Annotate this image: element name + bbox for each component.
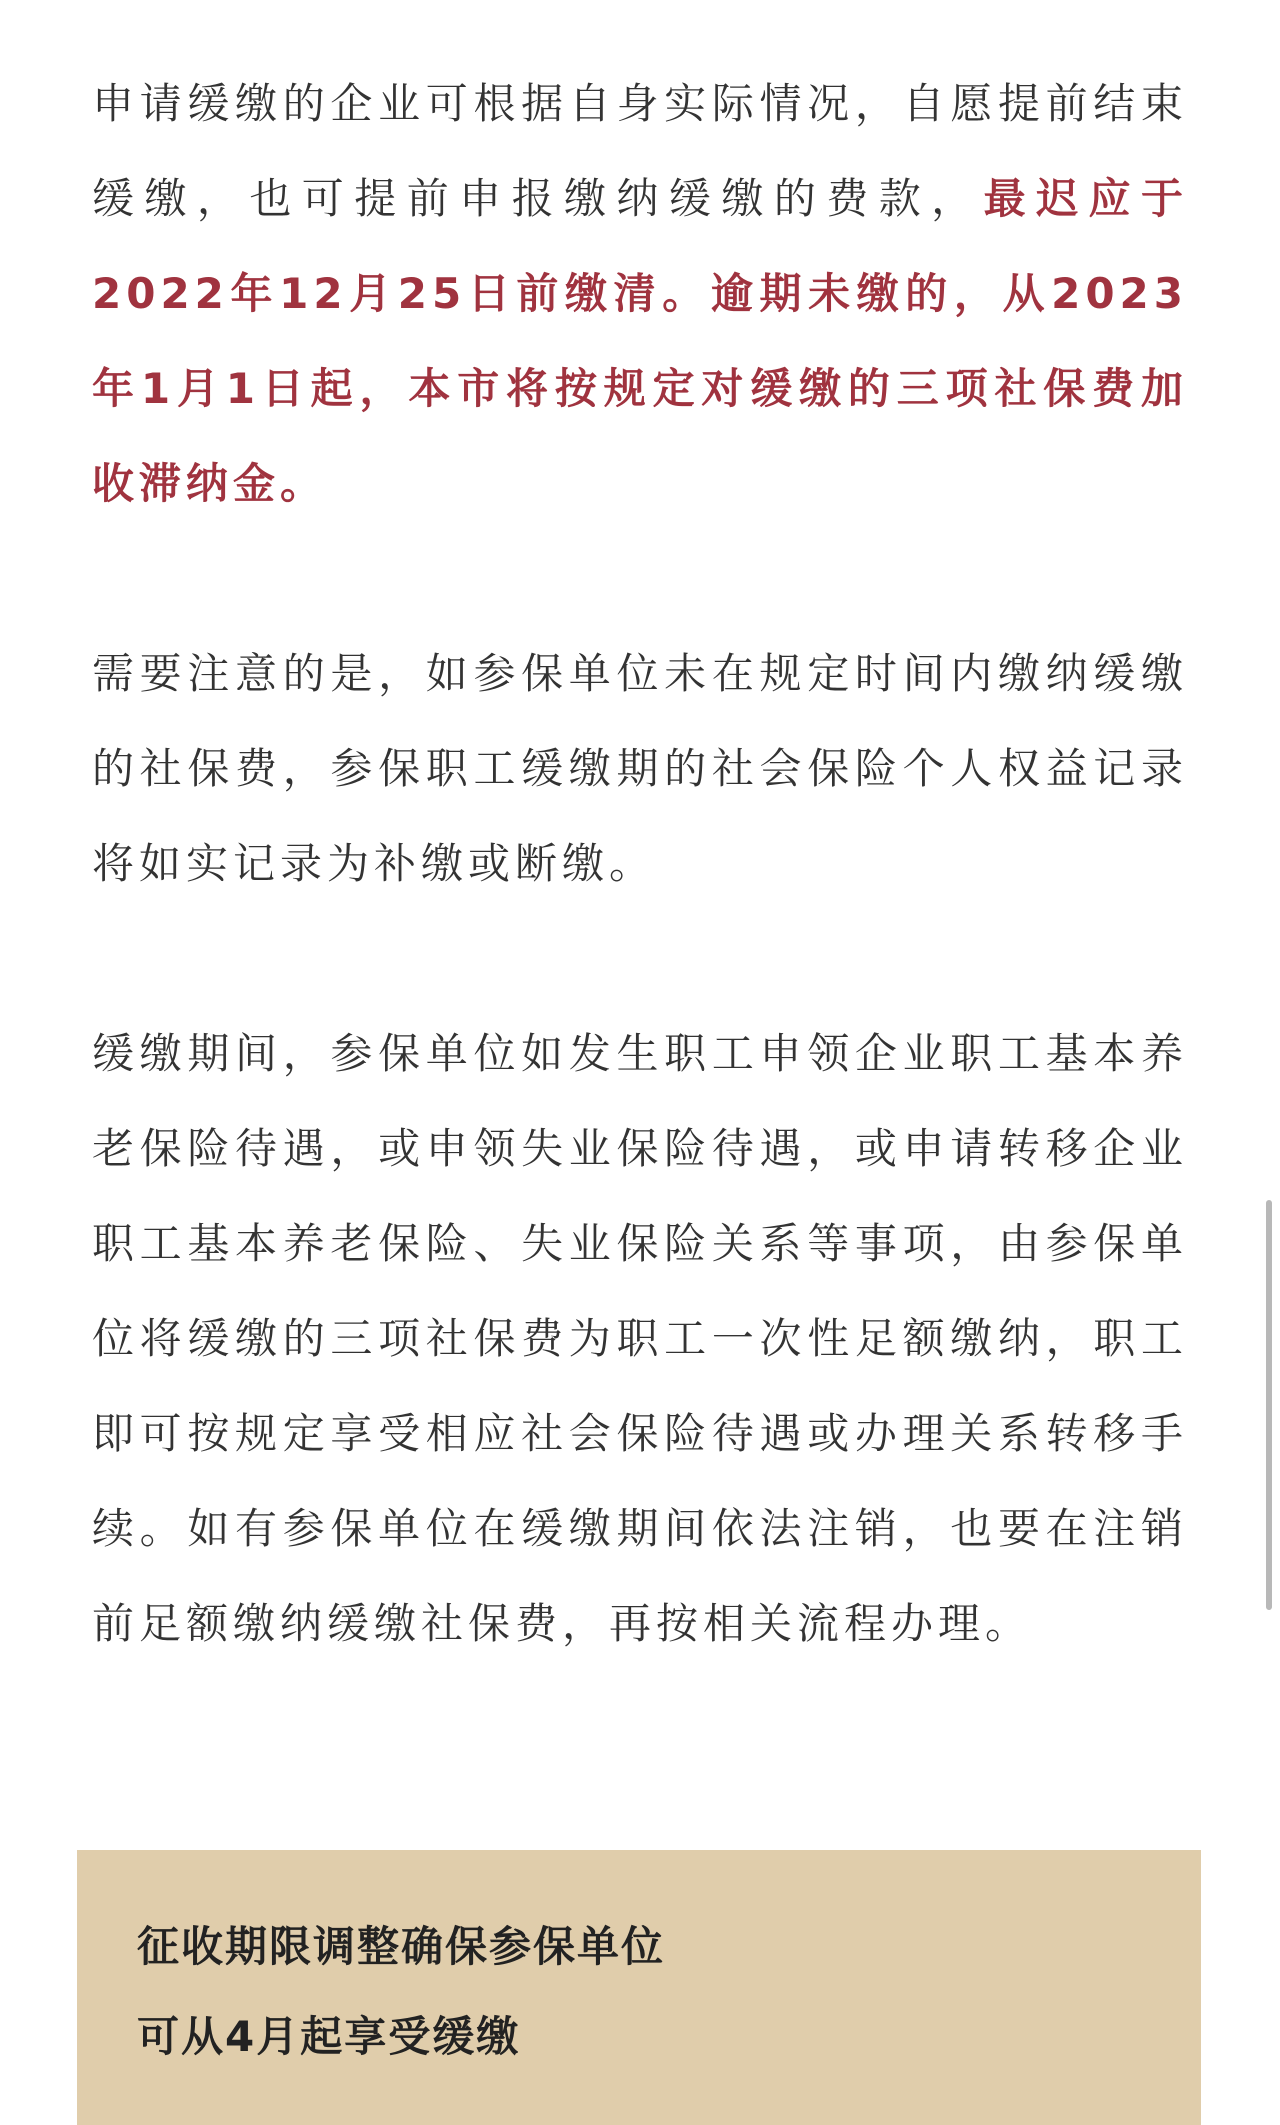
section-heading	[137, 1902, 665, 2082]
paragraph-notice: 需要注意的是，如参保单位未在规定时间内缴纳缓缴的社保费，参保职工缓缴期的社会保险个人权益记录将如实记录为补缴或断缴。	[92, 649, 1188, 888]
paragraph-text: 申请缓缴的企业可根据自身实际情况，自愿提前结束缓缴，也可提前申报缴纳缓缴的费款，	[92, 79, 1188, 223]
article-body	[92, 0, 1188, 1671]
section-heading-box	[77, 1850, 1201, 2125]
vertical-scrollbar[interactable]	[1266, 1200, 1272, 1610]
paragraph-early-payment	[92, 56, 1188, 531]
paragraph-deferral-period: 缓缴期间，参保单位如发生职工申领企业职工基本养老保险待遇，或申领失业保险待遇，或申请转移企业职工基本养老保险、失业保险关系等事项，由参保单位将缓缴的三项社保费为职工一次性足额缴纳，职工即可按规定享受相应社会保险待遇或办理关系转移手续。如有参保单位在缓缴期间依法注销，也要在注销前足额缴纳缓缴社保费，再按相关流程办理。	[92, 1029, 1188, 1648]
deadline-highlight: 最迟应于2022年12月25日前缴清。逾期未缴的，从2023年1月1日起，本市将按规定对缓缴的三项社保费加收滞纳金。	[92, 174, 1188, 508]
section-heading-line-2: 可从4月起享受缓缴	[137, 2012, 521, 2061]
section-heading-line-1: 征收期限调整确保参保单位	[137, 1922, 666, 1971]
